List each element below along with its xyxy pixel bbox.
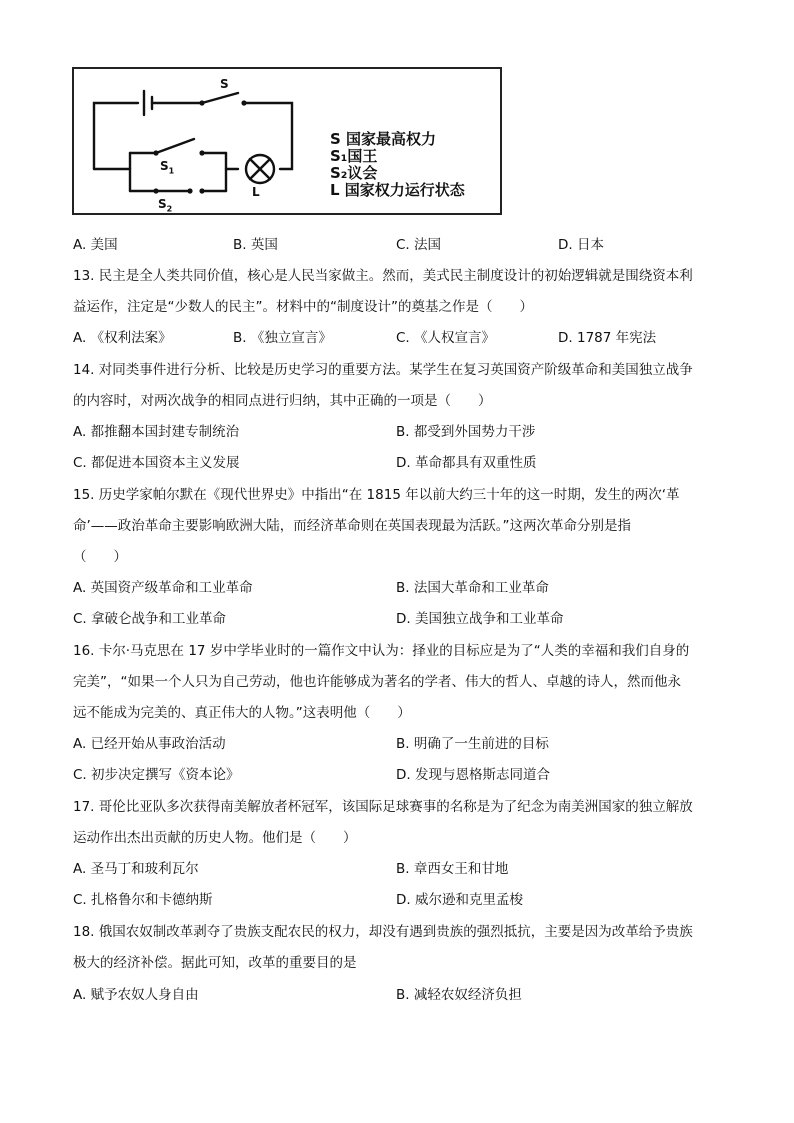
q12-option-d[interactable]: D. 日本 bbox=[558, 237, 604, 253]
q17-option-b[interactable]: B. 章西女王和甘地 bbox=[396, 861, 509, 877]
switch-s1-subscript: 1 bbox=[168, 166, 175, 176]
q16-option-a[interactable]: A. 已经开始从事政治活动 bbox=[73, 736, 226, 752]
q18-option-b[interactable]: B. 减轻农奴经济负担 bbox=[396, 987, 522, 1003]
switch-s1-letter: S bbox=[160, 159, 169, 173]
q15-stem-line: （ ） bbox=[73, 549, 127, 565]
q13-option-c[interactable]: C. 《人权宣言》 bbox=[396, 330, 496, 346]
q14-stem-line: 的内容时，对两次战争的相同点进行归纳，其中正确的一项是（ ） bbox=[73, 393, 492, 409]
legend-item: S 国家最高权力 bbox=[330, 130, 437, 148]
switch-s1-label bbox=[160, 159, 174, 175]
q16-option-c[interactable]: C. 初步决定撰写《资本论》 bbox=[73, 767, 240, 783]
circuit-figure bbox=[72, 67, 502, 215]
q15-option-b[interactable]: B. 法国大革命和工业革命 bbox=[396, 580, 549, 596]
legend-item: L 国家权力运行状态 bbox=[330, 181, 465, 199]
q14-stem-line: 14. 对同类事件进行分析、比较是历史学习的重要方法。某学生在复习英国资产阶级革命和美国独立战争 bbox=[73, 362, 693, 378]
q15-stem-line: 命’——政治革命主要影响欧洲大陆，而经济革命则在英国表现最为活跃。”这两次革命分别是指 bbox=[73, 518, 632, 534]
q16-option-b[interactable]: B. 明确了一生前进的目标 bbox=[396, 736, 549, 752]
q15-option-c[interactable]: C. 拿破仑战争和工业革命 bbox=[73, 611, 227, 627]
figure-legend bbox=[330, 131, 465, 199]
q15-stem-line: 15. 历史学家帕尔默在《现代世界史》中指出“在 1815 年以前大约三十年的这一时期，发生的两次‘革 bbox=[73, 487, 680, 503]
q15-option-d[interactable]: D. 美国独立战争和工业革命 bbox=[396, 611, 564, 627]
q12-option-b[interactable]: B. 英国 bbox=[233, 237, 278, 253]
q14-option-c[interactable]: C. 都促进本国资本主义发展 bbox=[73, 455, 240, 471]
switch-s2-label bbox=[158, 197, 172, 213]
q13-option-a[interactable]: A. 《权利法案》 bbox=[73, 330, 172, 346]
q16-stem-line: 完美”，“如果一个人只为自己劳动，他也许能够成为著名的学者、伟大的哲人、卓越的诗人，然而他永 bbox=[73, 674, 681, 690]
q13-stem-line: 13. 民主是全人类共同价值，核心是人民当家做主。然而，美式民主制度设计的初始逻辑就是围绕资本利 bbox=[73, 268, 693, 284]
q17-option-d[interactable]: D. 威尔逊和克里孟梭 bbox=[396, 892, 523, 908]
q17-stem-line: 17. 哥伦比亚队多次获得南美解放者杯冠军，该国际足球赛事的名称是为了纪念为南美洲国家的独立解放 bbox=[73, 799, 693, 815]
q16-option-d[interactable]: D. 发现与恩格斯志同道合 bbox=[396, 767, 550, 783]
q13-option-b[interactable]: B. 《独立宣言》 bbox=[233, 330, 332, 346]
lamp-label: L bbox=[252, 185, 260, 199]
q12-option-c[interactable]: C. 法国 bbox=[396, 237, 442, 253]
q18-stem-line: 18. 俄国农奴制改革剥夺了贵族支配农民的权力，却没有遇到贵族的强烈抵抗，主要是因为改革给予贵族 bbox=[73, 924, 693, 940]
q14-option-b[interactable]: B. 都受到外国势力干涉 bbox=[396, 424, 536, 440]
q18-stem-line: 极大的经济补偿。据此可知，改革的重要目的是 bbox=[73, 955, 357, 971]
switch-s-label: S bbox=[220, 77, 229, 91]
q17-option-c[interactable]: C. 扎格鲁尔和卡德纳斯 bbox=[73, 892, 213, 908]
q17-stem-line: 运动作出杰出贡献的历史人物。他们是（ ） bbox=[73, 830, 357, 846]
q17-option-a[interactable]: A. 圣马丁和玻利瓦尔 bbox=[73, 861, 199, 877]
q14-option-a[interactable]: A. 都推翻本国封建专制统治 bbox=[73, 424, 240, 440]
q16-stem-line: 16. 卡尔·马克思在 17 岁中学毕业时的一篇作文中认为：择业的目标应是为了“人类的幸福和我们自身的 bbox=[73, 643, 690, 659]
q14-option-d[interactable]: D. 革命都具有双重性质 bbox=[396, 455, 537, 471]
q13-stem-line: 益运作，注定是“少数人的民主”。材料中的“制度设计”的奠基之作是（ ） bbox=[73, 299, 533, 315]
q12-option-a[interactable]: A. 美国 bbox=[73, 237, 118, 253]
legend-item: S₁国王 bbox=[330, 147, 378, 165]
switch-s2-subscript: 2 bbox=[166, 204, 173, 214]
legend-item: S₂议会 bbox=[330, 164, 378, 182]
q13-option-d[interactable]: D. 1787 年宪法 bbox=[558, 330, 657, 346]
q16-stem-line: 远不能成为完美的、真正伟大的人物。”这表明他（ ） bbox=[73, 705, 411, 721]
switch-s2-letter: S bbox=[158, 197, 167, 211]
q18-option-a[interactable]: A. 赋予农奴人身自由 bbox=[73, 987, 199, 1003]
q15-option-a[interactable]: A. 英国资产级革命和工业革命 bbox=[73, 580, 253, 596]
